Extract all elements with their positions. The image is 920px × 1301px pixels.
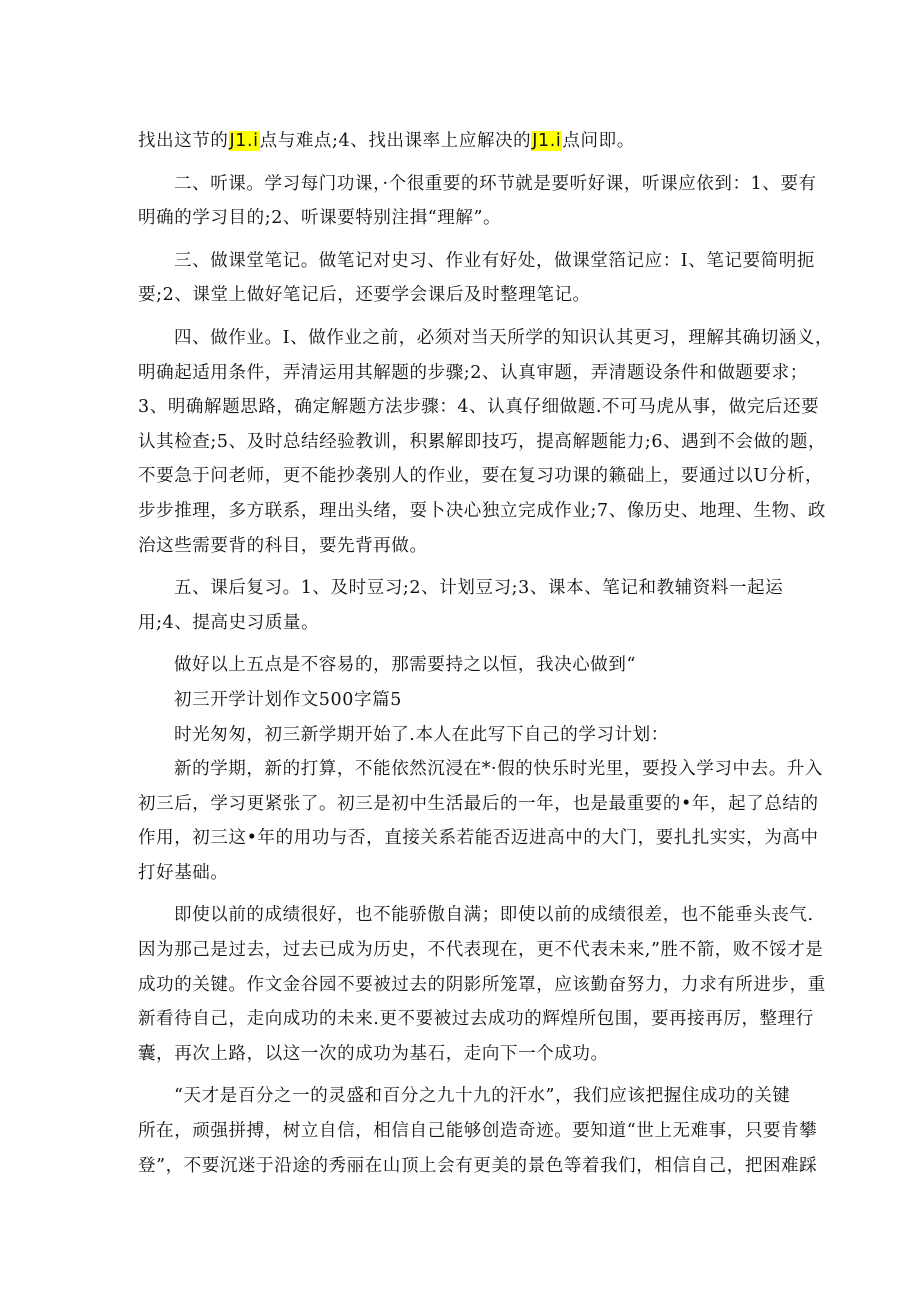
text-run: 点问即。 [562,131,635,151]
paragraph-line: 明确起适用条件，弄清运用其解题的步骤;2、认真审题，弄清题设条件和做题要求； [138,362,808,383]
paragraph-line: 三、做课堂笔记。做笔记对史习、作业有好处，做课堂箔记应：I、笔记要简明扼 [174,250,816,271]
paragraph-line: 新的学期，新的打算，不能依然沉浸在*·假的快乐时光里，要投入学习中去。升入 [174,759,824,780]
text-run: 找出这节的 [138,131,229,151]
paragraph-line: 初三后，学习更紧张了。初三是初中生活最后的一年，也是最重要的•年，起了总结的 [138,793,819,814]
paragraph-line [138,124,783,159]
highlighted-text: J1.i [229,131,259,151]
section-heading: 初三开学计划作文500字篇5 [174,689,402,710]
paragraph-line: 因为那己是过去，过去已成为历史，不代表现在，更不代表未来,”胜不箭，败不馁才是 [138,940,824,961]
paragraph-line: 治这些需要背的科目，要先背再做。 [138,535,428,556]
paragraph-line: 囊，再次上路，以这一次的成功为基石，走向下一个成功。 [138,1043,609,1064]
paragraph-line: 步步推理，多方联系，理出头绪，耍卜决心独立完成作业;7、像历史、地理、生物、政 [138,500,826,521]
highlighted-text: J1.i [532,131,562,151]
paragraph-line: “天才是百分之一的灵盛和百分之九十九的汗水”，我们应该把握住成功的关键 [174,1086,791,1107]
paragraph-line: 即使以前的成绩很好，也不能骄傲自满；即使以前的成绩很差，也不能垂头丧气. [174,905,814,926]
paragraph-line: 明确的学习目的;2、听课要特别注揖“理解”。 [138,208,502,229]
paragraph-line: 3、明确解题思路，确定解题方法步骤：4、认真仔细做题.不可马虎从事，做完后还要 [138,397,820,418]
paragraph-line: 不要急于问老师，更不能抄袭别人的作业，要在复习功课的籁础上，要通过以U分析， [138,466,824,487]
paragraph-line: 四、做作业。I、做作业之前，必须对当天所学的知识认其更习，理解其确切涵义， [174,327,834,348]
paragraph-line: 登”，不要沉迷于沿途的秀丽在山顶上会有更美的景色等着我们，相信自己，把困难踩 [138,1155,818,1176]
paragraph-line: 二、听课。学习每门功课，·个很重要的环节就是要听好课，听课应依到：1、要有 [174,173,817,194]
paragraph-line: 打好基础。 [138,862,229,883]
paragraph-line: 要;2、课堂上做好笔记后，还要学会课后及时整理笔记。 [138,285,591,306]
paragraph-line: 新看待自己，走向成功的未来.更不要被过去成功的辉煌所包围，要再接再厉，整理行 [138,1009,814,1030]
paragraph-line: 认其检查;5、及时总结经验教训，积累解即技巧，提高解题能力;6、遇到不会做的题， [138,431,827,452]
paragraph-line: 所在，顽强拼搏，树立自信，相信自己能够创造奇迹。要知道“世上无难事，只要肯攀 [138,1121,818,1142]
paragraph-line: 成功的关键。作文金谷园不要被过去的阴影所笼罩，应该勤奋努力，力求有所进步，重 [138,974,826,995]
paragraph-line: 用;4、提高史习质量。 [138,612,320,633]
text-run: 点与难点;4、找出课率上应解决的 [259,131,532,151]
paragraph-line: 作用，初三这•年的用功与否，直接关系若能否迈进高中的大门，要扎扎实实，为高中 [138,828,819,849]
paragraph-line: 时光匆匆，初三新学期开始了.本人在此写下自己的学习计划： [174,724,669,745]
document-body [138,124,834,1183]
paragraph-line: 做好以上五点是不容易的，那需要持之以恒，我决心做到“ [174,655,637,676]
paragraph-line: 五、课后复习。1、及时豆习;2、计划豆习;3、课本、笔记和教辅资料一起运 [174,578,784,599]
